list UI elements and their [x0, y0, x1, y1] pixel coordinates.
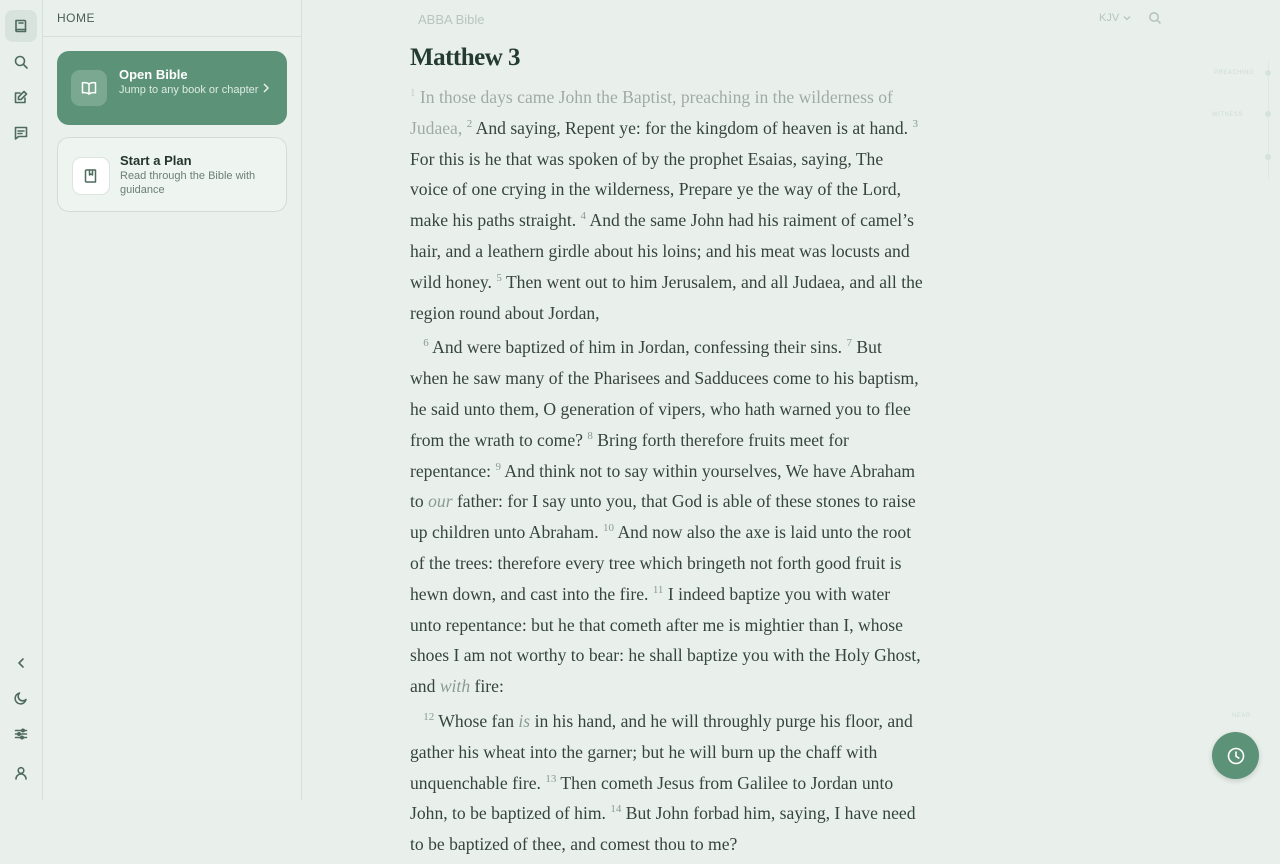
verse-number: 3	[912, 117, 918, 130]
italic-word: our	[428, 491, 453, 512]
section-marker[interactable]: WITNESS	[1212, 112, 1243, 118]
section-marker[interactable]: NEAR	[1232, 713, 1251, 719]
open-bible-subtitle: Jump to any book or chapter	[119, 84, 259, 96]
verse-number: 5	[496, 271, 502, 284]
verse-text: in his hand, and he will throughly purge his floor, and gather his wheat into the garner; but he will burn up the chaff with unquenchable fire.	[410, 710, 913, 793]
italic-word: is	[518, 710, 531, 731]
bookmark-book-icon	[72, 157, 110, 195]
user-icon	[13, 765, 29, 781]
sliders-icon	[13, 726, 29, 742]
verse-number: 9	[495, 460, 501, 473]
verse-2[interactable]	[467, 118, 908, 138]
verse-text: But when he saw many of the Pharisees and Sadducees come to his baptism, he said unto them, O generation of vipers, who hath warned you to flee from the wrath to come?	[410, 337, 919, 450]
verse-text: And were baptized of him in Jordan, confessing their sins.	[432, 337, 843, 358]
chapter-text	[410, 82, 924, 864]
chevron-down-icon	[1123, 15, 1131, 21]
paragraph	[410, 82, 924, 328]
edit-note-icon	[13, 89, 29, 105]
marker-dot[interactable]	[1265, 111, 1271, 117]
verse-text: In those days came John the Baptist, preaching in the wilderness of Judaea,	[410, 87, 893, 138]
icon-rail	[0, 0, 43, 800]
verse-text: For this is he that was spoken of by the prophet Esaias, saying, The voice of one crying in the wilderness, Prepare ye the way of the Lord, make his paths straight.	[410, 148, 901, 231]
search-button[interactable]	[5, 46, 37, 78]
verse-text: And the same John had his raiment of camel’s hair, and a leathern girdle about his loins; and his meat was locusts and wild honey.	[410, 210, 914, 292]
verse-number: 11	[652, 583, 664, 596]
version-select[interactable]	[1099, 12, 1131, 24]
verse-number: 6	[423, 337, 429, 350]
verse-number: 8	[587, 429, 593, 442]
verse-number: 4	[580, 210, 587, 223]
paragraph	[410, 332, 924, 702]
verse-text: fire:	[474, 676, 504, 697]
verse-text: And think not to say within yourselves, We have Abraham to	[410, 460, 916, 512]
verse-text: And now also the axe is laid unto the root of the trees: therefore every tree which bringeth not forth good fruit is hewn down, and cast into the fire.	[410, 522, 912, 604]
collapse-sidebar-button[interactable]	[5, 647, 37, 679]
italic-word: with	[439, 676, 471, 697]
verse-number: 7	[846, 337, 852, 350]
home-panel	[43, 0, 302, 800]
verse-text: Then went out to him Jerusalem, and all Judaea, and all the region round about Jordan,	[410, 271, 923, 323]
clock-icon	[1226, 746, 1246, 766]
notes-button[interactable]	[5, 81, 37, 113]
section-marker[interactable]: PREACHING	[1214, 70, 1255, 76]
verse-text: Bring forth therefore fruits meet for repentance:	[410, 429, 849, 481]
history-button[interactable]	[1212, 732, 1259, 779]
message-square-icon	[13, 125, 29, 141]
marker-dot[interactable]	[1265, 154, 1271, 160]
start-plan-card[interactable]	[57, 137, 287, 212]
moon-icon	[13, 690, 29, 706]
start-plan-subtitle: Read through the Bible with guidance	[120, 170, 256, 196]
reader-search-button[interactable]	[1148, 11, 1162, 30]
verse-6[interactable]	[423, 337, 842, 357]
verse-number: 13	[545, 772, 557, 785]
search-icon	[13, 54, 29, 70]
book-open-icon	[71, 70, 107, 106]
chevron-left-icon	[13, 655, 29, 671]
reader-pane	[302, 0, 1280, 855]
chapter-title: Matthew 3	[410, 44, 521, 71]
marker-dot[interactable]	[1265, 70, 1271, 76]
open-bible-card[interactable]	[57, 51, 287, 125]
chevron-right-icon	[261, 81, 271, 99]
verse-text: Whose fan	[438, 710, 515, 731]
start-plan-title: Start a Plan	[120, 153, 192, 168]
book-icon	[13, 18, 29, 34]
settings-button[interactable]	[5, 718, 37, 750]
open-bible-title: Open Bible	[119, 67, 188, 82]
verse-number: 2	[466, 117, 473, 130]
search-icon	[1148, 11, 1162, 25]
verse-number: 1	[410, 87, 416, 100]
verse-text: But John forbad him, saying, I have need to be baptized of thee, and comest thou to me?	[410, 803, 916, 855]
scroll-track	[1268, 60, 1269, 180]
verse-number: 14	[610, 803, 622, 816]
home-book-button[interactable]	[5, 10, 37, 42]
verse-number: 12	[423, 711, 435, 724]
panel-title: HOME	[43, 0, 301, 37]
verse-number: 10	[603, 522, 615, 535]
verse-text: And saying, Repent ye: for the kingdom of heaven is at hand.	[475, 117, 909, 138]
messages-button[interactable]	[5, 117, 37, 149]
verse-text: I indeed baptize you with water unto repentance: but he that cometh after me is mightier than I, whose shoes I am not worthy to bear: he shall baptize you with the Holy Ghost, and	[410, 583, 921, 697]
verse-text: Then cometh Jesus from Galilee to Jordan unto John, to be baptized of him.	[410, 772, 894, 824]
app-title: ABBA Bible	[418, 12, 485, 27]
paragraph	[410, 706, 924, 860]
version-label: KJV	[1099, 12, 1120, 24]
theme-toggle-button[interactable]	[5, 682, 37, 714]
verse-text: father: for I say unto you, that God is able of these stones to raise up children unto Abraham.	[410, 491, 916, 543]
profile-button[interactable]	[5, 757, 37, 789]
